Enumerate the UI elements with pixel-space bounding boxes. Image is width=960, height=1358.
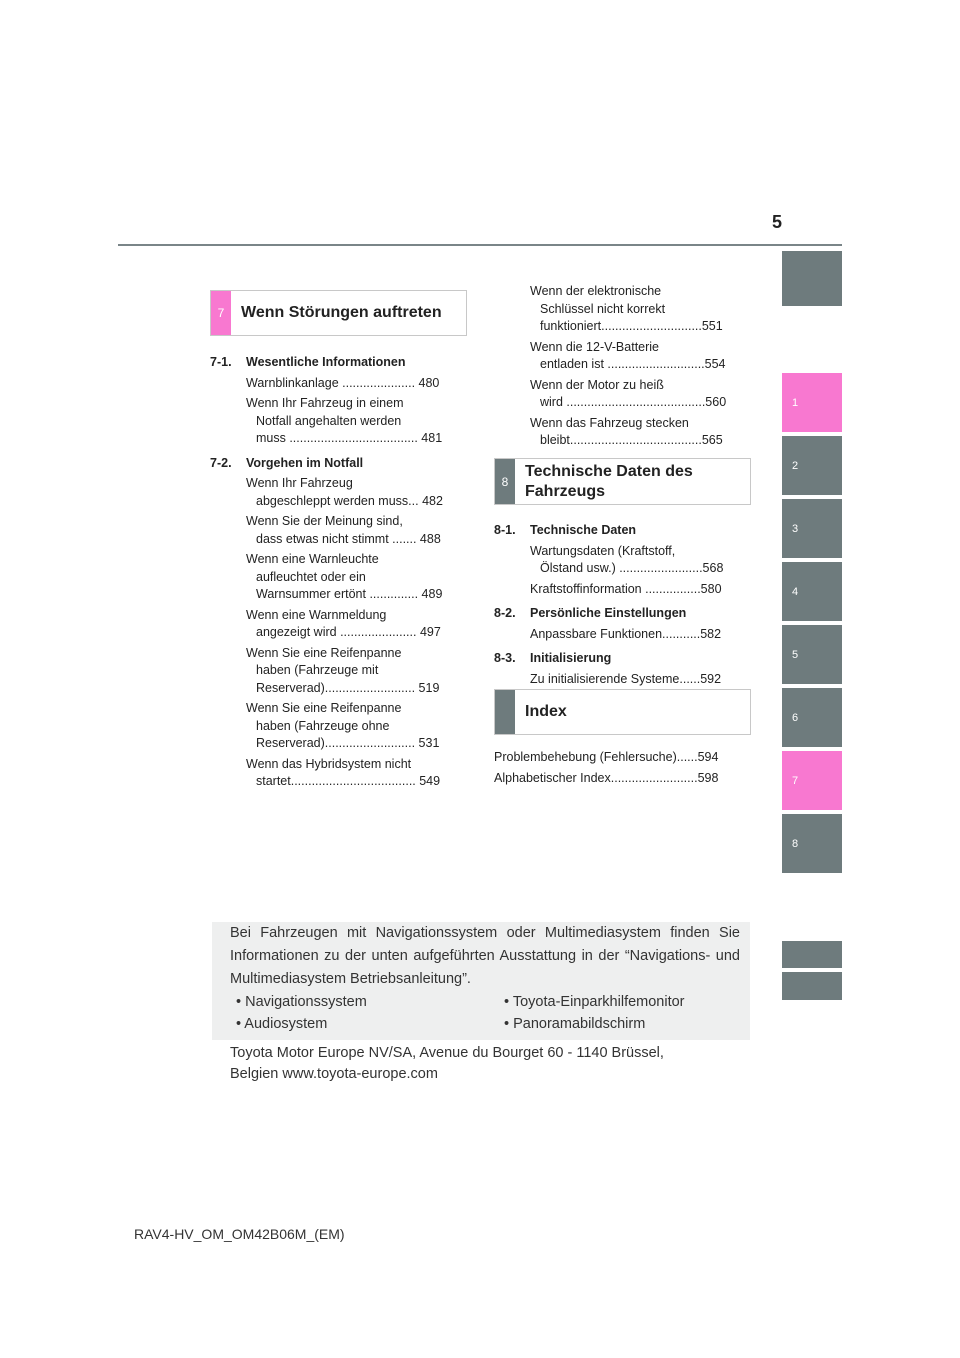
toc-entry[interactable] (494, 415, 754, 450)
tab-blank-bottom-1[interactable] (782, 941, 842, 968)
toc-entry-line: Wenn Sie eine Reifenpanne (246, 701, 402, 715)
tab-blank-top[interactable] (782, 251, 842, 306)
subsection-number: 8-1. (494, 523, 516, 537)
toc-entry-line: Zu initialisierende Systeme......592 (530, 671, 722, 686)
section-title (525, 459, 693, 504)
toc-entry-line: entladen ist ............................554 (540, 357, 726, 371)
tab-chapter-8[interactable] (782, 814, 842, 873)
section-7-toc (210, 347, 470, 791)
bullet-item: • Panoramabildschirm (504, 1016, 646, 1032)
section-7-header[interactable] (210, 290, 467, 336)
toc-entry-line: Schlüssel nicht korrekt (540, 301, 666, 316)
toc-entry-line: Kraftstoffinformation ................580 (530, 581, 722, 596)
toc-entry-line: Wenn die 12-V-Batterie (530, 339, 660, 354)
toc-entry[interactable] (210, 513, 470, 548)
subsection-title: Persönliche Einstellungen (530, 606, 687, 620)
subsection-title: Vorgehen im Notfall (246, 455, 364, 470)
toc-entry[interactable] (210, 551, 470, 604)
subsection-number: 8-3. (494, 651, 516, 665)
subsection-heading[interactable] (210, 455, 470, 473)
header-rule (118, 244, 842, 246)
note-text: Bei Fahrzeugen mit Navigationssystem oder Multimediasystem finden Sie Informationen zu der unten aufgeführten Ausstattung in der “Navigations- und Multimediasystem Betriebsanleitung”. (230, 925, 740, 987)
toc-entry[interactable] (494, 626, 754, 644)
subsection-title: Technische Daten (530, 523, 637, 537)
index-toc (494, 746, 754, 787)
toc-entry-line: Reserverad).......................... 531 (256, 736, 440, 750)
toc-entry[interactable] (494, 339, 754, 374)
subsection-number: 7-2. (210, 455, 232, 470)
tab-chapter-3[interactable] (782, 499, 842, 558)
tab-label: 1 (792, 396, 799, 409)
toc-entry[interactable] (210, 375, 470, 393)
tab-label: 5 (792, 648, 799, 661)
toc-entry-line: Wartungsdaten (Kraftstoff, (530, 543, 676, 558)
section-number: 8 (495, 459, 515, 504)
subsection-number: 8-2. (494, 606, 516, 620)
toc-entry[interactable] (210, 395, 470, 448)
toc-entry-line: Wenn das Fahrzeug stecken (530, 415, 689, 430)
index-entry[interactable]: Alphabetischer Index.........................598 (494, 770, 719, 785)
subsection-title: Wesentliche Informationen (246, 355, 406, 369)
tab-chapter-4[interactable] (782, 562, 842, 621)
toc-entry[interactable] (210, 756, 470, 791)
index-header[interactable] (494, 689, 751, 735)
toc-entry[interactable] (494, 581, 754, 599)
toc-entry-line: funktioniert.............................551 (540, 319, 723, 333)
toc-entry-line: angezeigt wird ...................... 497 (256, 625, 441, 639)
toc-entry-line: haben (Fahrzeuge ohne (256, 718, 390, 733)
section-8-toc (494, 515, 754, 688)
page-number: 5 (771, 212, 782, 232)
toc-entry-line: dass etwas nicht stimmt ....... 488 (256, 531, 441, 546)
toc-entry[interactable] (494, 671, 754, 689)
toc-entry-line: Ölstand usw.) ........................568 (540, 561, 724, 575)
tab-chapter-7[interactable] (782, 751, 842, 810)
toc-entry[interactable] (494, 377, 754, 412)
subsection-heading[interactable] (210, 354, 470, 372)
tab-label: 8 (792, 837, 799, 850)
toc-entry-line: Wenn Sie eine Reifenpanne (246, 645, 402, 660)
toc-entry-line: muss ..................................... 481 (256, 431, 443, 445)
toc-entry-line: Wenn Ihr Fahrzeug (246, 476, 353, 490)
toc-entry-line: Reserverad).......................... 519 (256, 680, 440, 695)
toc-entry[interactable] (210, 700, 470, 753)
toc-entry-line: abgeschleppt werden muss... 482 (256, 493, 443, 508)
document-code: RAV4-HV_OM_OM42B06M_(EM) (134, 1226, 345, 1242)
toc-entry-line: Wenn der Motor zu heiß (530, 377, 664, 392)
toc-entry-line: Wenn das Hybridsystem nicht (246, 756, 412, 771)
toc-entry-line: wird ........................................560 (540, 395, 727, 409)
tab-chapter-6[interactable] (782, 688, 842, 747)
toc-entry-line: Wenn eine Warnleuchte (246, 552, 379, 566)
tab-chapter-2[interactable] (782, 436, 842, 495)
tab-label: 2 (792, 459, 799, 472)
toc-entry-line: startet.................................... 549 (256, 774, 441, 788)
subsection-number: 7-1. (210, 355, 232, 369)
toc-entry[interactable] (494, 543, 754, 578)
toc-entry-line: Wenn der elektronische (530, 284, 662, 298)
section-title: Wenn Störungen auftreten (241, 304, 442, 321)
toc-entry-line: Wenn eine Warnmeldung (246, 607, 387, 622)
section-number: 7 (211, 291, 231, 335)
toc-entry-line: bleibt......................................565 (540, 433, 723, 447)
bullet-item: • Toyota-Einparkhilfemonitor (504, 994, 685, 1010)
toc-entry-line: Warnblinkanlage ..................... 480 (246, 375, 440, 390)
tab-blank-bottom-2[interactable] (782, 972, 842, 1000)
tab-label: 3 (792, 522, 799, 535)
subsection-title: Initialisierung (530, 651, 612, 665)
subsection-heading[interactable] (494, 605, 754, 623)
tab-chapter-5[interactable] (782, 625, 842, 684)
toc-entry-line: haben (Fahrzeuge mit (256, 663, 379, 677)
section-7-toc-continued (494, 280, 754, 450)
section-title-line: Technische Daten des (525, 462, 693, 480)
tab-label: 4 (792, 585, 799, 598)
tab-label: 6 (792, 711, 799, 724)
bullet-item: • Audiosystem (236, 1016, 328, 1032)
section-8-header[interactable] (494, 458, 751, 505)
address-line: Belgien www.toyota-europe.com (230, 1066, 438, 1082)
toc-entry-line: Wenn Ihr Fahrzeug in einem (246, 396, 404, 410)
tab-label: 7 (792, 774, 799, 787)
bullet-item: • Navigationssystem (236, 994, 367, 1010)
toc-entry-line: Notfall angehalten werden (256, 413, 402, 428)
tab-chapter-1[interactable] (782, 373, 842, 432)
toc-entry-line: Wenn Sie der Meinung sind, (246, 514, 403, 528)
toc-entry[interactable] (210, 607, 470, 642)
toc-entry-line: aufleuchtet oder ein (256, 569, 366, 584)
toc-entry[interactable] (210, 475, 470, 510)
index-entry[interactable]: Problembehebung (Fehlersuche)......594 (494, 750, 719, 764)
address-line: Toyota Motor Europe NV/SA, Avenue du Bourget 60 - 1140 Brüssel, (230, 1045, 664, 1061)
section-title-line: Fahrzeugs (525, 482, 606, 500)
toc-entry[interactable] (210, 645, 470, 698)
index-title: Index (525, 703, 567, 720)
toc-entry-line: Warnsummer ertönt .............. 489 (256, 587, 443, 601)
subsection-heading[interactable] (494, 522, 754, 540)
index-marker (495, 690, 515, 734)
toc-entry-line: Anpassbare Funktionen...........582 (530, 626, 722, 641)
subsection-heading[interactable] (494, 650, 754, 668)
toc-entry[interactable] (494, 283, 754, 336)
